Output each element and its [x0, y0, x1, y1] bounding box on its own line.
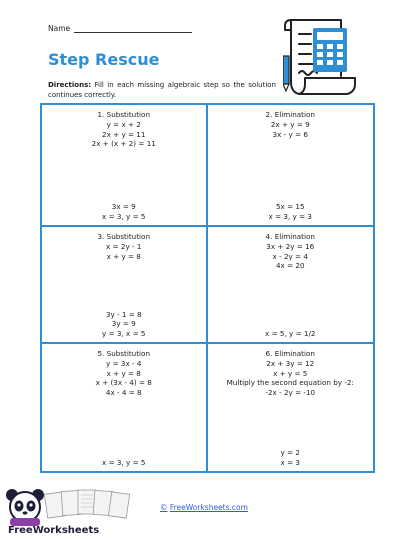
name-label: Name: [48, 24, 71, 33]
directions: [48, 80, 276, 100]
name-line: [74, 25, 192, 33]
step-line: x = 3, y = 5: [102, 458, 146, 468]
step-line: 5x = 15: [275, 202, 305, 212]
worksheet-calculator-icon: [283, 16, 363, 100]
problem-heading: 5. Substitution: [97, 349, 151, 358]
step-line: y = x + 2: [106, 119, 141, 129]
directions-text: Fill in each missing algebraic step so the solution continues correctly.: [48, 81, 276, 99]
step-line: x = 3, y = 5: [102, 212, 146, 222]
step-line: 2x + (x + 2) = 11: [91, 139, 156, 149]
step-line: 4x = 20: [275, 261, 305, 271]
step-line: 3x + 2y = 16: [266, 241, 315, 251]
page-title: Step Rescue: [48, 50, 160, 69]
site-name: FreeWorksheets.com: [169, 503, 248, 512]
directions-label: Directions:: [48, 81, 92, 89]
step-line: 3x = 9: [111, 202, 136, 212]
problem-heading: 1. Substitution: [97, 110, 151, 119]
step-line: x = 3: [280, 458, 300, 468]
step-line: 2x + y = 9: [270, 119, 310, 129]
step-line: x + (3x - 4) = 8: [95, 378, 152, 388]
step-line: -2x - 2y = -10: [265, 388, 316, 398]
freeworksheets-logo: [2, 485, 132, 535]
step-line: 3x - y = 6: [272, 129, 308, 139]
problem-4: [208, 227, 374, 344]
step-line: x = 2y - 1: [106, 241, 142, 251]
problem-heading: 2. Elimination: [265, 110, 315, 119]
step-line: y = 3, x = 5: [102, 329, 146, 339]
step-line: 3y - 1 = 8: [105, 309, 142, 319]
name-field: [48, 24, 192, 33]
svg-text:FreeWorksheets: FreeWorksheets: [8, 525, 100, 535]
problem-5: [42, 344, 208, 471]
problem-heading: 6. Elimination: [265, 349, 315, 358]
step-line: 2x + y = 11: [102, 129, 146, 139]
problem-grid: [40, 103, 375, 473]
footer-site-link[interactable]: [160, 503, 248, 512]
step-line: x + y = 8: [106, 251, 141, 261]
problem-3: [42, 227, 208, 344]
problem-2: [208, 105, 374, 227]
step-line: y = 3x - 4: [106, 358, 142, 368]
step-line: 2x + 3y = 12: [266, 358, 315, 368]
problem-heading: 3. Substitution: [97, 232, 151, 241]
step-line: x + y = 5: [273, 368, 308, 378]
step-line: 4x - 4 = 8: [105, 388, 142, 398]
copyright-symbol: ©: [160, 503, 168, 512]
problem-1: [42, 105, 208, 227]
step-line: x = 5, y = 1/2: [265, 329, 316, 339]
step-line: y = 2: [280, 448, 300, 458]
problem-6: [208, 344, 374, 471]
step-line: x + y = 8: [106, 368, 141, 378]
step-line: 3y = 9: [111, 319, 136, 329]
step-line: x = 3, y = 3: [268, 212, 312, 222]
step-line: x - 2y = 4: [272, 251, 308, 261]
step-line: Multiply the second equation by -2:: [226, 378, 354, 388]
problem-heading: 4. Elimination: [265, 232, 315, 241]
